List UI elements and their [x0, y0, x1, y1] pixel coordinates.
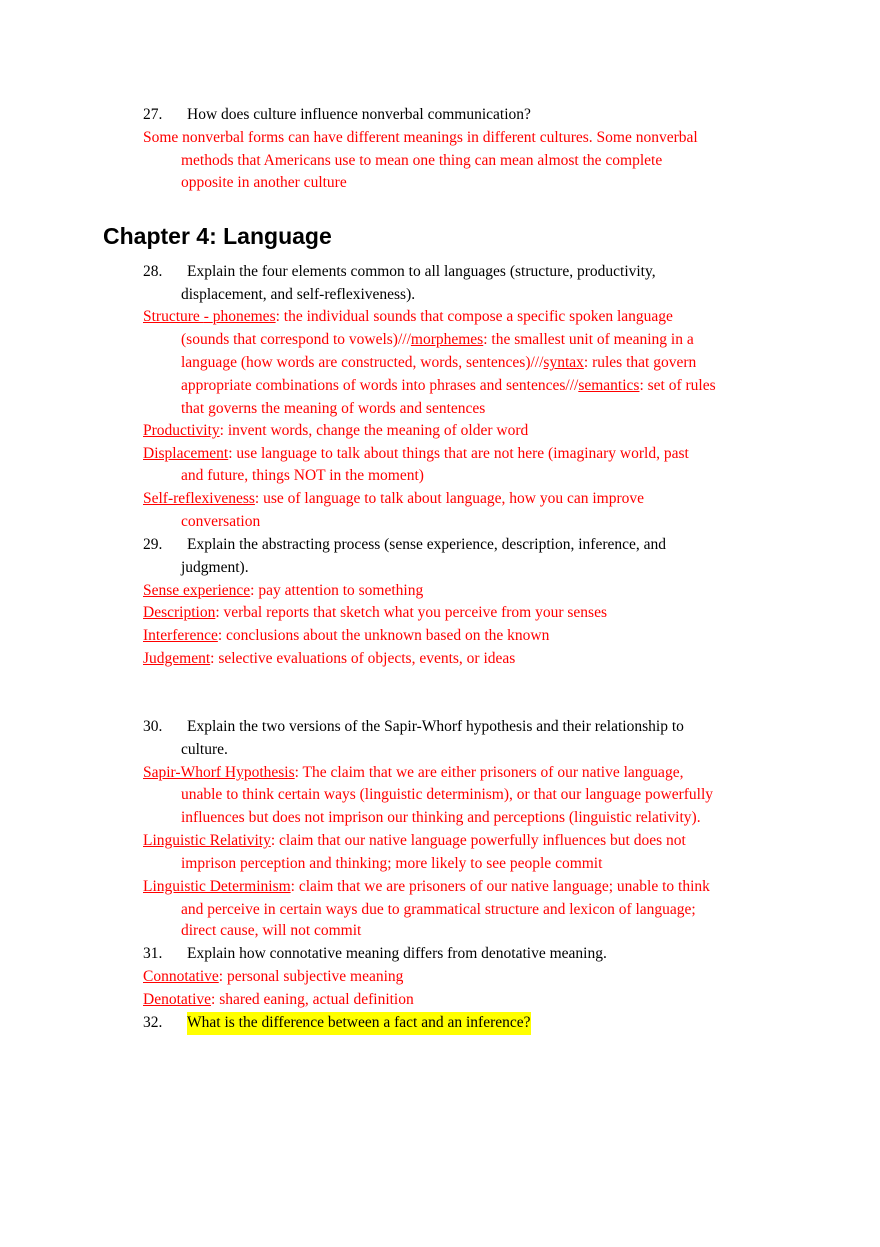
answer-structure-line-3 — [143, 352, 696, 375]
question-number: 32. — [143, 1014, 163, 1031]
question-text: Explain how connotative meaning differs from denotative meaning. — [187, 945, 607, 962]
answer-determinism-line-1 — [143, 876, 710, 899]
definition: : The claim that we are either prisoners of our native language, — [294, 764, 684, 781]
chapter-heading: Chapter 4: Language — [103, 223, 332, 249]
answer-sapir-whorf-line-2: unable to think certain ways (linguistic determinism), or that our language powerfully — [181, 786, 714, 803]
term-morphemes: morphemes — [410, 331, 484, 348]
answer-sapir-whorf-line-3: influences but does not imprison our thinking and perceptions (linguistic relativity). — [181, 809, 701, 826]
question-30-line-2: culture. — [181, 741, 228, 758]
answer-relativity-line-2: imprison perception and thinking; more likely to see people commit — [181, 855, 603, 872]
question-number: 28. — [143, 263, 163, 280]
definition: : verbal reports that sketch what you perceive from your senses — [215, 604, 608, 621]
answer-self-reflexiveness-line-2: conversation — [181, 513, 261, 530]
answer-relativity-line-1 — [143, 830, 686, 853]
question-text: Explain the four elements common to all languages (structure, productivity, — [187, 263, 656, 280]
answer-interference — [143, 625, 549, 648]
definition: : the individual sounds that compose a specific spoken language — [275, 308, 673, 325]
definition: : shared eaning, actual definition — [211, 991, 414, 1008]
answer-displacement-line-2: and future, things NOT in the moment) — [181, 467, 424, 484]
separator: - — [203, 308, 213, 325]
term-self-reflexiveness: Self-reflexiveness — [143, 490, 255, 507]
answer-judgement — [143, 648, 515, 671]
term-semantics: semantics — [578, 377, 640, 394]
question-text: How does culture influence nonverbal communication? — [187, 106, 531, 123]
question-number: 31. — [143, 945, 163, 962]
definition: : claim that we are prisoners of our native language; unable to think — [290, 878, 710, 895]
question-29-line-2: judgment). — [181, 559, 249, 576]
definition: : invent words, change the meaning of older word — [219, 422, 529, 439]
answer-27-line-1: Some nonverbal forms can have different meanings in different cultures. Some nonverbal — [143, 129, 698, 146]
term-connotative: Connotative — [143, 968, 219, 985]
question-28-line-2: displacement, and self-reflexiveness). — [181, 286, 416, 303]
answer-structure-line-2 — [143, 329, 694, 352]
answer-27-line-2: methods that Americans use to mean one thing can mean almost the complete — [181, 152, 663, 169]
question-number: 30. — [143, 718, 163, 735]
term-displacement: Displacement — [143, 445, 229, 462]
term-description: Description — [143, 604, 216, 621]
term-sapir-whorf: Sapir-Whorf Hypothesis — [143, 764, 295, 781]
answer-27-line-3: opposite in another culture — [181, 174, 347, 191]
definition: : set of rules — [639, 377, 716, 394]
term-interference: Interference — [143, 627, 218, 644]
answer-self-reflexiveness-line-1 — [143, 488, 644, 511]
question-text: Explain the abstracting process (sense experience, description, inference, and — [187, 536, 667, 553]
term-productivity: Productivity — [143, 422, 220, 439]
definition: : personal subjective meaning — [218, 968, 404, 985]
definition: : selective evaluations of objects, events, or ideas — [210, 650, 516, 667]
answer-denotative — [143, 989, 414, 1012]
question-number: 29. — [143, 536, 163, 553]
answer-sense-experience — [143, 580, 423, 603]
term-syntax: syntax — [543, 354, 584, 371]
term-structure: Structure — [143, 308, 204, 325]
answer-structure-line-4 — [143, 375, 716, 398]
question-text: Explain the two versions of the Sapir-Whorf hypothesis and their relationship to — [187, 718, 684, 735]
definition: : pay attention to something — [250, 582, 424, 599]
definition: (sounds that correspond to vowels)/// — [181, 331, 411, 348]
answer-sapir-whorf-line-1 — [143, 762, 683, 785]
definition: : conclusions about the unknown based on the known — [217, 627, 550, 644]
question-text-highlighted: What is the difference between a fact and an inference? — [187, 1012, 531, 1035]
definition: language (how words are constructed, words, sentences)/// — [181, 354, 544, 371]
definition: : use of language to talk about language, how you can improve — [254, 490, 645, 507]
answer-displacement-line-1 — [143, 443, 689, 466]
answer-productivity — [143, 420, 528, 443]
answer-structure-line-5: that governs the meaning of words and sentences — [181, 400, 486, 417]
answer-structure-line-1 — [143, 306, 673, 329]
term-linguistic-relativity: Linguistic Relativity — [143, 832, 271, 849]
answer-description — [143, 602, 607, 625]
answer-determinism-line-2: and perceive in certain ways due to grammatical structure and lexicon of language; — [181, 901, 696, 918]
term-denotative: Denotative — [143, 991, 212, 1008]
definition: : claim that our native language powerfully influences but does not — [270, 832, 686, 849]
term-judgement: Judgement — [143, 650, 211, 667]
question-number: 27. — [143, 106, 163, 123]
definition: : the smallest unit of meaning in a — [483, 331, 694, 348]
term-sense-experience: Sense experience — [143, 582, 251, 599]
answer-connotative — [143, 966, 403, 989]
definition: appropriate combinations of words into phrases and sentences/// — [181, 377, 579, 394]
answer-determinism-line-3: direct cause, will not commit — [181, 922, 362, 939]
definition: : rules that govern — [583, 354, 697, 371]
definition: : use language to talk about things that are not here (imaginary world, past — [228, 445, 689, 462]
term-phonemes: phonemes — [212, 308, 276, 325]
term-linguistic-determinism: Linguistic Determinism — [143, 878, 291, 895]
